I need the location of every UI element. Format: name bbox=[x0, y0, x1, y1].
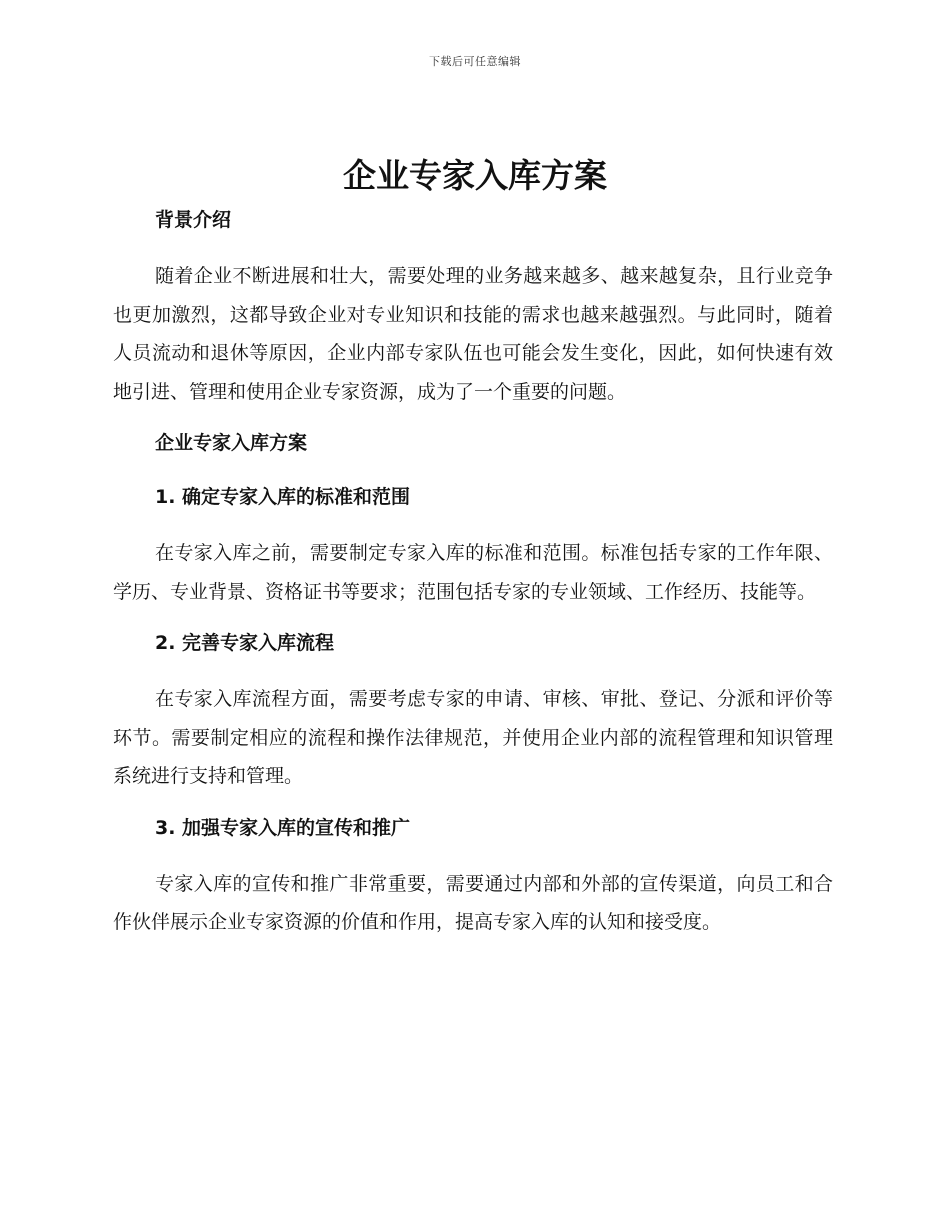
spacer bbox=[113, 611, 833, 626]
paragraph-step1: 在专家入库之前，需要制定专家入库的标准和范围。标准包括专家的工作年限、学历、专业背景、资格证书等要求；范围包括专家的专业领域、工作经历、技能等。 bbox=[113, 542, 833, 603]
spacer bbox=[113, 845, 833, 865]
document-body bbox=[113, 203, 833, 942]
section-heading-step1: 1. 确定专家入库的标准和范围 bbox=[155, 486, 411, 508]
spacer bbox=[113, 660, 833, 680]
paragraph-step3: 专家入库的宣传和推广非常重要，需要通过内部和外部的宣传渠道，向员工和合作伙伴展示企业专家资源的价值和作用，提高专家入库的认知和接受度。 bbox=[113, 872, 833, 933]
spacer bbox=[113, 411, 833, 426]
spacer bbox=[113, 796, 833, 811]
paragraph-background: 随着企业不断进展和壮大，需要处理的业务越来越多、越来越复杂，且行业竞争也更加激烈，这都导致企业对专业知识和技能的需求也越来越强烈。与此同时，随着人员流动和退休等原因，企业内部专家队伍也可能会发生变化，因此，如何快速有效地引进、管理和使用企业专家资源，成为了一个重要的问题。 bbox=[113, 265, 833, 403]
section-heading-step2: 2. 完善专家入库流程 bbox=[155, 632, 335, 654]
spacer bbox=[113, 237, 833, 257]
section-heading-plan: 企业专家入库方案 bbox=[155, 432, 308, 454]
section-heading-background: 背景介绍 bbox=[155, 209, 232, 231]
spacer bbox=[113, 460, 833, 480]
section-heading-step3: 3. 加强专家入库的宣传和推广 bbox=[155, 816, 411, 839]
spacer bbox=[113, 514, 833, 534]
page-title: 企业专家入库方案 bbox=[343, 156, 607, 195]
header-note: 下载后可任意编辑 bbox=[429, 55, 521, 68]
paragraph-step2: 在专家入库流程方面，需要考虑专家的申请、审核、审批、登记、分派和评价等环节。需要制定相应的流程和操作法律规范，并使用企业内部的流程管理和知识管理系统进行支持和管理。 bbox=[113, 688, 833, 787]
